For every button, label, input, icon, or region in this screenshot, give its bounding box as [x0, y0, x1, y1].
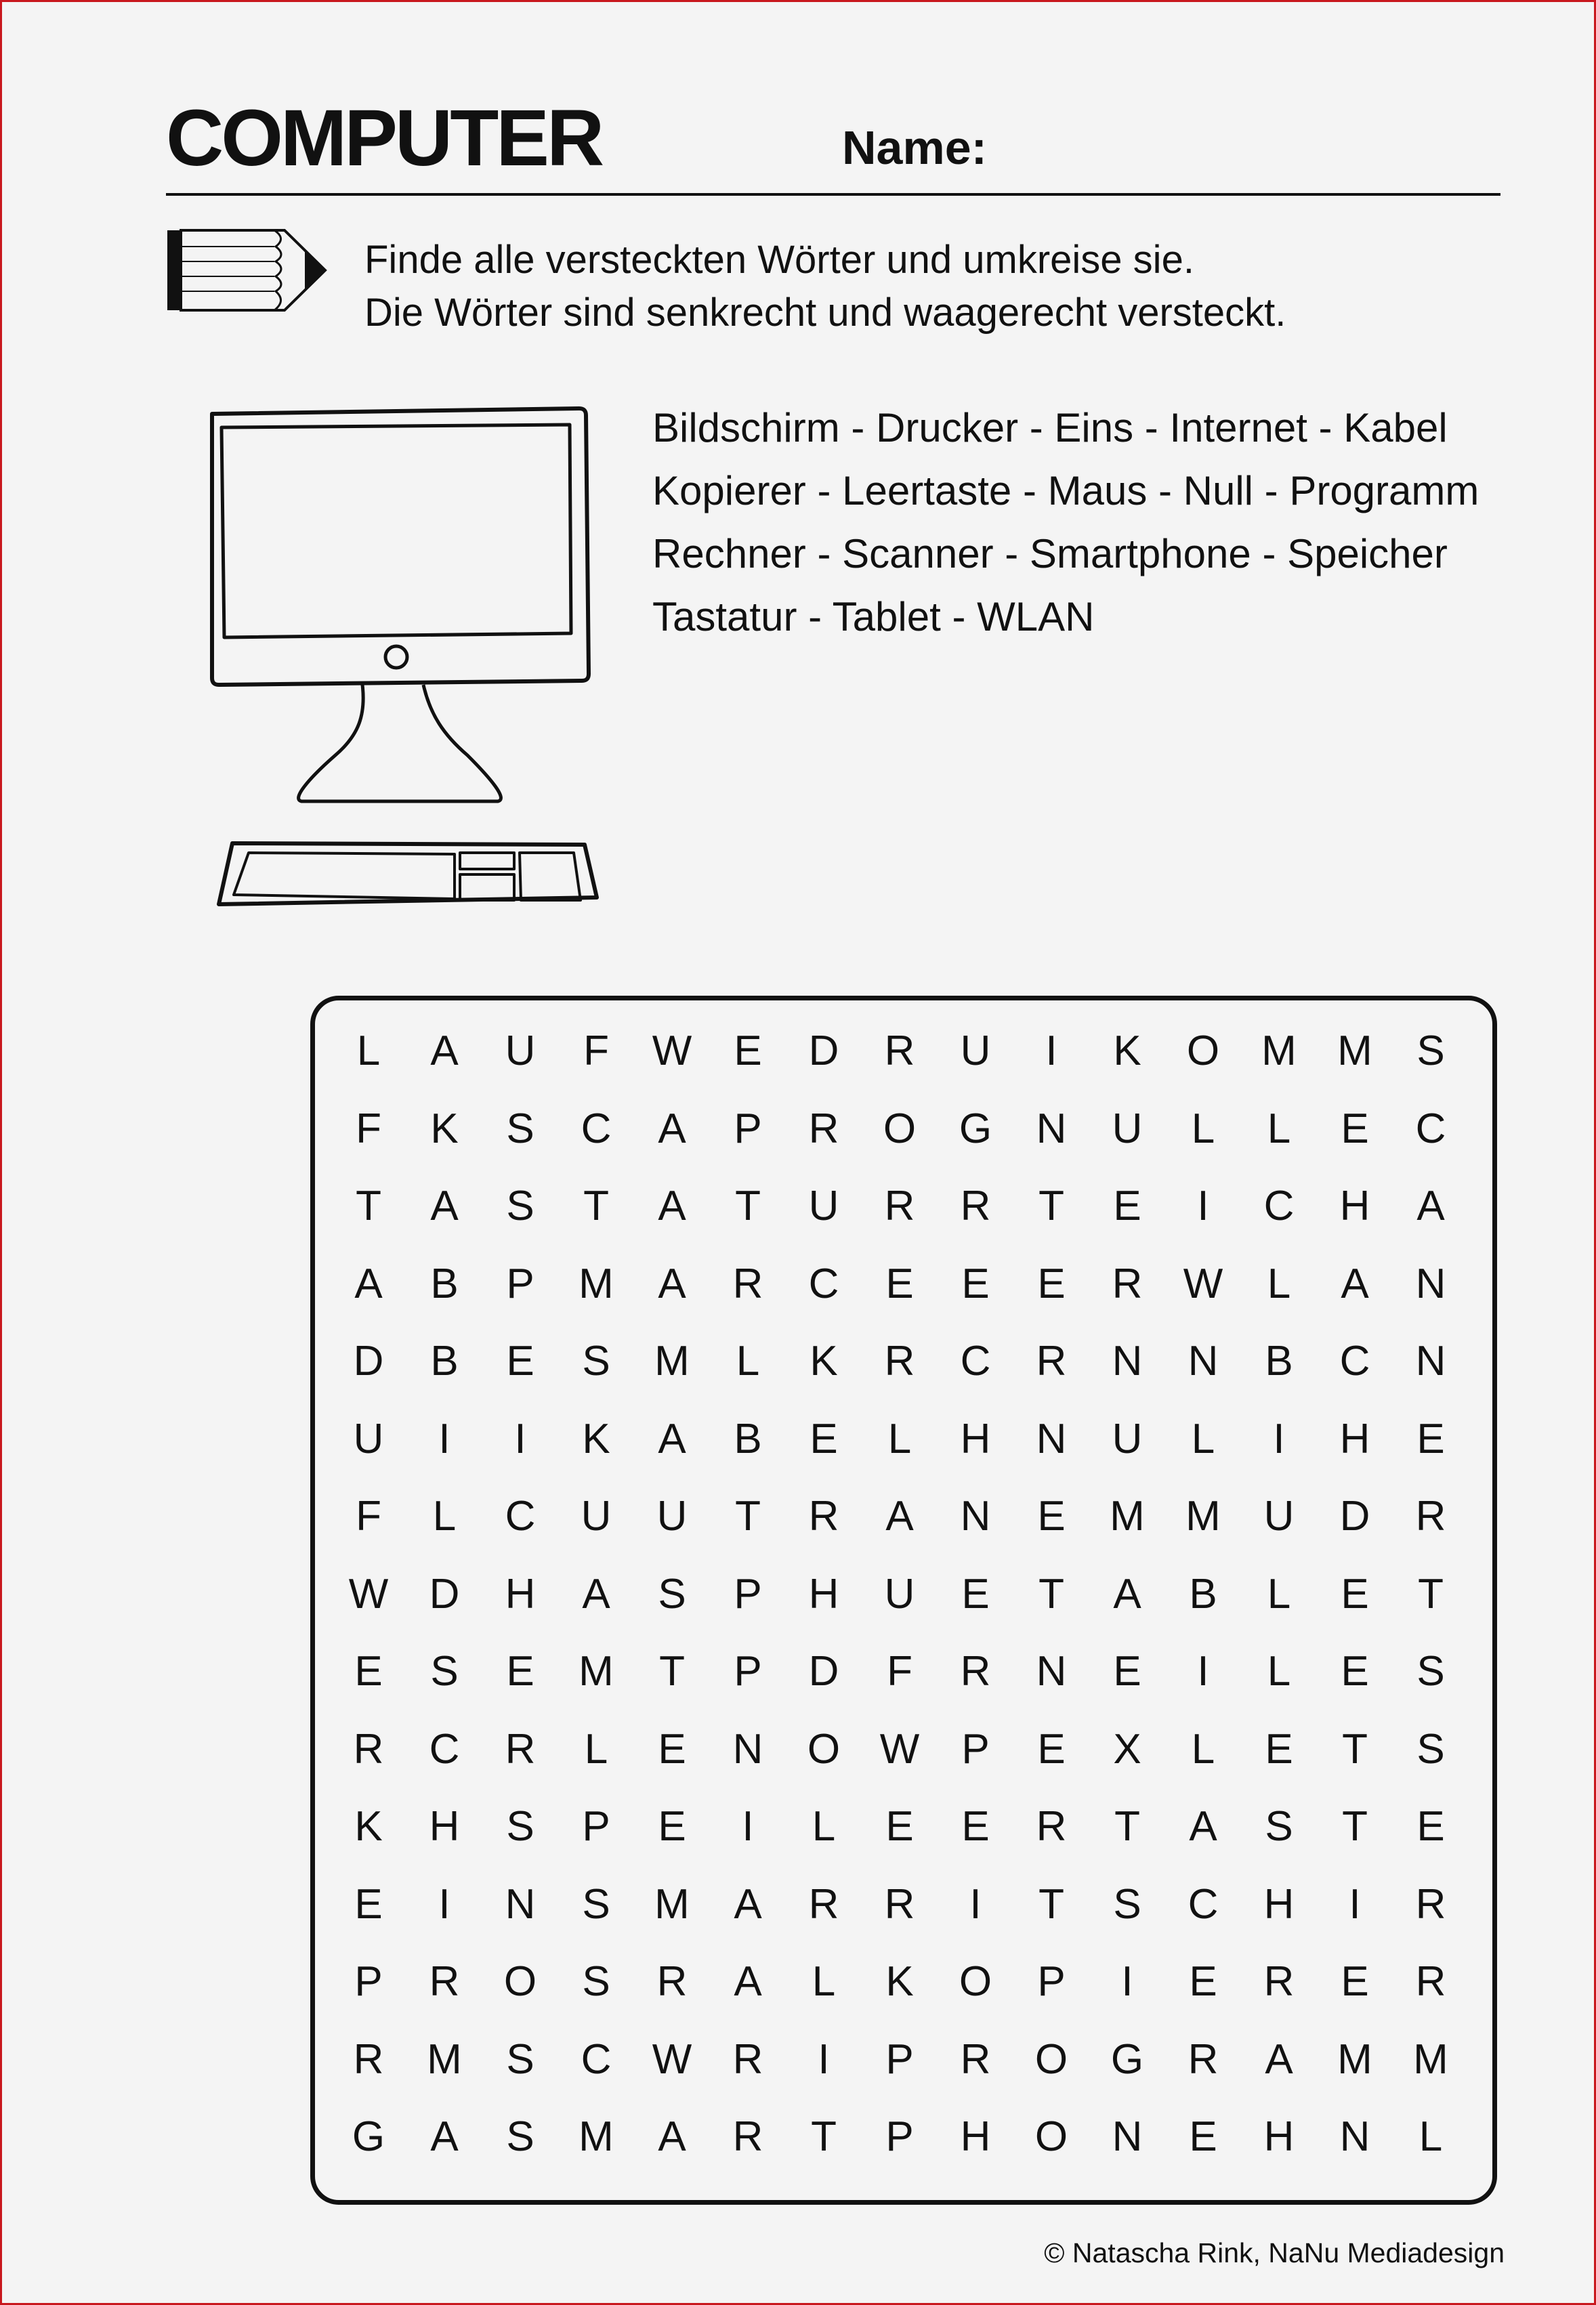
grid-letter[interactable]: E — [506, 1338, 534, 1385]
grid-letter[interactable]: R — [960, 1183, 991, 1230]
grid-letter[interactable]: S — [582, 1338, 610, 1385]
grid-letter[interactable]: L — [1191, 1725, 1215, 1773]
grid-letter[interactable]: H — [1263, 1880, 1295, 1928]
grid-letter[interactable]: L — [736, 1338, 760, 1385]
grid-letter[interactable]: L — [1267, 1570, 1291, 1617]
grid-letter[interactable]: U — [656, 1493, 688, 1540]
word-search-grid — [331, 1013, 1469, 2176]
grid-letter[interactable]: D — [429, 1570, 460, 1617]
grid-letter[interactable]: H — [808, 1570, 839, 1617]
grid-letter[interactable]: M — [1185, 1493, 1221, 1540]
grid-letter[interactable]: W — [1183, 1260, 1223, 1307]
grid-letter[interactable]: E — [1341, 1570, 1369, 1617]
grid-letter[interactable]: E — [354, 1648, 383, 1695]
grid-letter[interactable]: M — [579, 2113, 614, 2161]
grid-letter[interactable]: E — [885, 1803, 914, 1851]
grid-letter[interactable]: C — [429, 1725, 460, 1773]
grid-letter[interactable]: K — [354, 1803, 383, 1851]
grid-letter[interactable]: E — [1113, 1183, 1141, 1230]
grid-letter[interactable]: K — [1113, 1028, 1141, 1075]
grid-letter[interactable]: R — [808, 1493, 839, 1540]
grid-letter[interactable]: R — [732, 1260, 763, 1307]
grid-letter[interactable]: A — [430, 2113, 459, 2161]
grid-letter[interactable]: A — [658, 2113, 686, 2161]
grid-letter[interactable]: C — [1263, 1183, 1295, 1230]
grid-letter[interactable]: P — [734, 1648, 762, 1695]
grid-letter[interactable]: K — [885, 1958, 914, 2006]
grid-letter[interactable]: U — [960, 1028, 991, 1075]
grid-letter[interactable]: E — [1189, 1958, 1217, 2006]
grid-letter[interactable]: W — [652, 1028, 692, 1075]
grid-letter[interactable]: F — [887, 1648, 912, 1695]
grid-letter[interactable]: P — [885, 2035, 914, 2083]
grid-letter[interactable]: B — [734, 1415, 762, 1462]
grid-letter[interactable]: S — [1113, 1880, 1141, 1928]
grid-letter[interactable]: E — [506, 1648, 534, 1695]
grid-letter[interactable]: I — [1045, 1028, 1057, 1075]
grid-letter[interactable]: K — [810, 1338, 838, 1385]
grid-letter[interactable]: B — [430, 1260, 459, 1307]
grid-letter[interactable]: D — [353, 1338, 384, 1385]
grid-letter[interactable]: R — [1188, 2035, 1219, 2083]
grid-letter[interactable]: M — [1337, 2035, 1372, 2083]
grid-letter[interactable]: C — [1415, 1105, 1446, 1152]
grid-letter[interactable]: O — [883, 1105, 917, 1152]
grid-letter[interactable]: H — [1339, 1183, 1370, 1230]
grid-letter[interactable]: I — [1197, 1648, 1209, 1695]
grid-letter[interactable]: N — [1188, 1338, 1219, 1385]
grid-letter[interactable]: S — [582, 1958, 610, 2006]
grid-letter[interactable]: I — [1197, 1183, 1209, 1230]
word-list-line: Kopierer - Leertaste - Maus - Null - Programm — [652, 468, 1479, 513]
grid-letter[interactable]: P — [734, 1105, 762, 1152]
grid-letter[interactable]: B — [1189, 1570, 1217, 1617]
grid-letter[interactable]: A — [430, 1183, 459, 1230]
grid-letter[interactable]: A — [1265, 2035, 1293, 2083]
grid-letter[interactable]: O — [807, 1725, 841, 1773]
grid-letter[interactable]: E — [961, 1803, 990, 1851]
grid-letter[interactable]: T — [1418, 1570, 1444, 1617]
grid-letter[interactable]: O — [1186, 1028, 1220, 1075]
grid-letter[interactable]: T — [735, 1493, 761, 1540]
grid-letter[interactable]: E — [1037, 1493, 1066, 1540]
grid-letter[interactable]: N — [732, 1725, 763, 1773]
grid-letter[interactable]: N — [1036, 1105, 1067, 1152]
grid-letter[interactable]: G — [959, 1105, 992, 1152]
grid-letter[interactable]: E — [1416, 1803, 1445, 1851]
grid-letter[interactable]: R — [656, 1958, 688, 2006]
grid-letter[interactable]: M — [579, 1260, 614, 1307]
grid-letter[interactable]: P — [582, 1803, 610, 1851]
grid-letter[interactable]: I — [438, 1880, 450, 1928]
grid-letter[interactable]: R — [1415, 1880, 1446, 1928]
grid-letter[interactable]: K — [582, 1415, 610, 1462]
grid-letter[interactable]: X — [1113, 1725, 1141, 1773]
grid-letter[interactable]: E — [1341, 1958, 1369, 2006]
grid-letter[interactable]: I — [742, 1803, 754, 1851]
computer-monitor-icon — [212, 408, 589, 801]
grid-letter[interactable]: N — [960, 1493, 991, 1540]
grid-letter[interactable]: L — [1191, 1105, 1215, 1152]
grid-letter[interactable]: I — [969, 1880, 982, 1928]
page-title: COMPUTER — [166, 93, 602, 183]
grid-letter[interactable]: R — [884, 1880, 915, 1928]
grid-letter[interactable]: D — [808, 1028, 839, 1075]
grid-letter[interactable]: C — [808, 1260, 839, 1307]
grid-letter[interactable]: M — [427, 2035, 462, 2083]
grid-letter[interactable]: P — [885, 2113, 914, 2161]
grid-letter[interactable]: I — [514, 1415, 526, 1462]
header-rule — [166, 193, 1500, 196]
grid-letter[interactable]: E — [1341, 1105, 1369, 1152]
grid-letter[interactable]: A — [1113, 1570, 1141, 1617]
word-list-line: Bildschirm - Drucker - Eins - Internet - Kabel — [652, 405, 1448, 450]
grid-letter[interactable]: O — [503, 1958, 537, 2006]
grid-letter[interactable]: L — [584, 1725, 608, 1773]
grid-letter[interactable]: H — [505, 1570, 536, 1617]
grid-letter[interactable]: W — [879, 1725, 920, 1773]
grid-letter[interactable]: B — [1265, 1338, 1293, 1385]
grid-letter[interactable]: L — [1267, 1105, 1291, 1152]
grid-letter[interactable]: T — [1342, 1725, 1368, 1773]
grid-letter[interactable]: A — [658, 1260, 686, 1307]
grid-letter[interactable]: U — [581, 1493, 612, 1540]
grid-letter[interactable]: G — [1110, 2035, 1144, 2083]
grid-letter[interactable]: M — [579, 1648, 614, 1695]
grid-letter[interactable]: L — [1191, 1415, 1215, 1462]
grid-letter[interactable]: A — [885, 1493, 914, 1540]
grid-letter[interactable]: A — [734, 1958, 762, 2006]
grid-letter[interactable]: E — [1341, 1648, 1369, 1695]
grid-letter[interactable]: A — [430, 1028, 459, 1075]
computer-illustration — [200, 403, 606, 935]
grid-letter[interactable]: S — [1416, 1648, 1445, 1695]
name-label: Name: — [842, 121, 987, 174]
grid-letter[interactable]: E — [961, 1570, 990, 1617]
grid-letter[interactable]: U — [1263, 1493, 1295, 1540]
grid-letter[interactable]: L — [356, 1028, 381, 1075]
pencil-icon — [166, 226, 332, 318]
grid-letter[interactable]: N — [1415, 1260, 1446, 1307]
grid-letter[interactable]: L — [812, 1958, 836, 2006]
grid-letter[interactable]: T — [583, 1183, 609, 1230]
grid-letter[interactable]: I — [1273, 1415, 1285, 1462]
grid-letter[interactable]: R — [732, 2113, 763, 2161]
grid-letter[interactable]: P — [1037, 1958, 1066, 2006]
grid-letter[interactable]: P — [354, 1958, 383, 2006]
grid-letter[interactable]: S — [506, 2035, 534, 2083]
grid-letter[interactable]: C — [581, 1105, 612, 1152]
grid-letter[interactable]: T — [659, 1648, 685, 1695]
grid-letter[interactable]: E — [1265, 1725, 1293, 1773]
grid-letter[interactable]: C — [960, 1338, 991, 1385]
grid-letter[interactable]: R — [429, 1958, 460, 2006]
grid-letter[interactable]: S — [1416, 1028, 1445, 1075]
word-list — [652, 396, 1479, 648]
grid-letter[interactable]: N — [1036, 1415, 1067, 1462]
grid-letter[interactable]: N — [1339, 2113, 1370, 2161]
grid-letter[interactable]: P — [961, 1725, 990, 1773]
grid-letter[interactable]: S — [430, 1648, 459, 1695]
grid-letter[interactable]: M — [1261, 1028, 1297, 1075]
grid-letter[interactable]: L — [1267, 1260, 1291, 1307]
grid-letter[interactable]: F — [583, 1028, 609, 1075]
grid-letter[interactable]: M — [654, 1880, 690, 1928]
grid-letter[interactable]: U — [1112, 1415, 1143, 1462]
grid-letter[interactable]: C — [505, 1493, 536, 1540]
grid-letter[interactable]: I — [1121, 1958, 1133, 2006]
grid-letter[interactable]: I — [438, 1415, 450, 1462]
grid-letter[interactable]: L — [1419, 2113, 1443, 2161]
grid-letter[interactable]: L — [1267, 1648, 1291, 1695]
grid-letter[interactable]: A — [658, 1105, 686, 1152]
grid-letter[interactable]: S — [506, 1105, 534, 1152]
grid-letter[interactable]: R — [960, 1648, 991, 1695]
grid-letter[interactable]: I — [818, 2035, 830, 2083]
grid-letter[interactable]: P — [734, 1570, 762, 1617]
keyboard-icon — [219, 843, 597, 904]
grid-letter[interactable]: A — [582, 1570, 610, 1617]
grid-letter[interactable]: A — [1341, 1260, 1369, 1307]
grid-letter[interactable]: R — [732, 2035, 763, 2083]
grid-letter[interactable]: E — [1416, 1415, 1445, 1462]
grid-letter[interactable]: T — [1038, 1570, 1064, 1617]
grid-letter[interactable]: N — [1036, 1648, 1067, 1695]
grid-letter[interactable]: A — [1416, 1183, 1445, 1230]
grid-letter[interactable]: R — [884, 1338, 915, 1385]
grid-letter[interactable]: G — [352, 2113, 385, 2161]
grid-letter[interactable]: U — [353, 1415, 384, 1462]
word-list-line: Rechner - Scanner - Smartphone - Speicher — [652, 531, 1448, 576]
grid-letter[interactable]: A — [1189, 1803, 1217, 1851]
grid-letter[interactable]: T — [1038, 1183, 1064, 1230]
grid-letter[interactable]: E — [1037, 1260, 1066, 1307]
grid-letter[interactable]: E — [810, 1415, 838, 1462]
grid-letter[interactable]: S — [1416, 1725, 1445, 1773]
grid-letter[interactable]: N — [1415, 1338, 1446, 1385]
grid-letter[interactable]: R — [1036, 1803, 1067, 1851]
grid-letter[interactable]: A — [734, 1880, 762, 1928]
word-list-line: Tastatur - Tablet - WLAN — [652, 594, 1095, 639]
grid-letter[interactable]: T — [356, 1183, 381, 1230]
grid-letter[interactable]: T — [735, 1183, 761, 1230]
grid-letter[interactable]: C — [1188, 1880, 1219, 1928]
instruction-line-2: Die Wörter sind senkrecht und waagerecht versteckt. — [364, 291, 1286, 335]
grid-letter[interactable]: R — [1415, 1958, 1446, 2006]
grid-letter[interactable]: T — [1038, 1880, 1064, 1928]
grid-letter[interactable]: R — [353, 2035, 384, 2083]
grid-letter[interactable]: A — [658, 1415, 686, 1462]
grid-letter[interactable]: C — [581, 2035, 612, 2083]
grid-letter[interactable]: O — [1034, 2113, 1068, 2161]
grid-letter[interactable]: N — [1112, 2113, 1143, 2161]
grid-letter[interactable]: S — [506, 1803, 534, 1851]
grid-letter[interactable]: L — [432, 1493, 457, 1540]
grid-letter[interactable]: U — [1112, 1105, 1143, 1152]
grid-letter[interactable]: E — [1037, 1725, 1066, 1773]
grid-letter[interactable]: D — [1339, 1493, 1370, 1540]
grid-letter[interactable]: H — [1263, 2113, 1295, 2161]
grid-letter[interactable]: E — [658, 1725, 686, 1773]
instruction-line-1: Finde alle versteckten Wörter und umkreise sie. — [364, 238, 1194, 282]
grid-letter[interactable]: O — [959, 1958, 992, 2006]
grid-letter[interactable]: S — [1265, 1803, 1293, 1851]
grid-letter[interactable]: R — [960, 2035, 991, 2083]
grid-letter[interactable]: E — [961, 1260, 990, 1307]
grid-letter[interactable]: I — [1349, 1880, 1361, 1928]
grid-letter[interactable]: F — [356, 1493, 381, 1540]
grid-letter[interactable]: F — [356, 1105, 381, 1152]
grid-letter[interactable]: B — [430, 1338, 459, 1385]
grid-letter[interactable]: U — [884, 1570, 915, 1617]
instructions — [364, 234, 1286, 339]
grid-letter[interactable]: R — [808, 1105, 839, 1152]
grid-letter[interactable]: T — [1342, 1803, 1368, 1851]
grid-letter[interactable]: R — [884, 1028, 915, 1075]
grid-letter[interactable]: K — [430, 1105, 459, 1152]
grid-letter[interactable]: N — [505, 1880, 536, 1928]
grid-letter[interactable]: R — [1112, 1260, 1143, 1307]
grid-letter[interactable]: S — [658, 1570, 686, 1617]
grid-letter[interactable]: H — [429, 1803, 460, 1851]
grid-letter[interactable]: R — [353, 1725, 384, 1773]
grid-letter[interactable]: M — [1413, 2035, 1448, 2083]
grid-letter[interactable]: H — [960, 2113, 991, 2161]
grid-letter[interactable]: T — [811, 2113, 837, 2161]
grid-letter[interactable]: U — [505, 1028, 536, 1075]
grid-letter[interactable]: R — [505, 1725, 536, 1773]
grid-letter[interactable]: E — [354, 1880, 383, 1928]
grid-letter[interactable]: R — [1415, 1493, 1446, 1540]
grid-letter[interactable]: M — [1337, 1028, 1372, 1075]
grid-letter[interactable]: S — [582, 1880, 610, 1928]
grid-letter[interactable]: A — [354, 1260, 383, 1307]
grid-letter[interactable]: R — [808, 1880, 839, 1928]
grid-letter[interactable]: E — [1189, 2113, 1217, 2161]
grid-letter[interactable]: L — [887, 1415, 912, 1462]
grid-letter[interactable]: S — [506, 2113, 534, 2161]
grid-letter[interactable]: T — [1114, 1803, 1140, 1851]
grid-letter[interactable]: R — [884, 1183, 915, 1230]
grid-letter[interactable]: E — [1113, 1648, 1141, 1695]
grid-letter[interactable]: E — [734, 1028, 762, 1075]
grid-letter[interactable]: L — [812, 1803, 836, 1851]
grid-letter[interactable]: N — [1112, 1338, 1143, 1385]
grid-letter[interactable]: E — [658, 1803, 686, 1851]
grid-letter[interactable]: H — [960, 1415, 991, 1462]
grid-letter[interactable]: O — [1034, 2035, 1068, 2083]
grid-letter[interactable]: P — [506, 1260, 534, 1307]
grid-letter[interactable]: A — [658, 1183, 686, 1230]
grid-letter[interactable]: S — [506, 1183, 534, 1230]
grid-letter[interactable]: U — [808, 1183, 839, 1230]
grid-letter[interactable]: R — [1036, 1338, 1067, 1385]
grid-letter[interactable]: W — [652, 2035, 692, 2083]
grid-letter[interactable]: D — [808, 1648, 839, 1695]
grid-letter[interactable]: C — [1339, 1338, 1370, 1385]
grid-letter[interactable]: E — [885, 1260, 914, 1307]
grid-letter[interactable]: M — [654, 1338, 690, 1385]
copyright: © Natascha Rink, NaNu Mediadesign — [1044, 2237, 1505, 2268]
grid-letter[interactable]: H — [1339, 1415, 1370, 1462]
grid-letter[interactable]: M — [1110, 1493, 1145, 1540]
grid-letter[interactable]: R — [1263, 1958, 1295, 2006]
grid-letter[interactable]: W — [348, 1570, 389, 1617]
